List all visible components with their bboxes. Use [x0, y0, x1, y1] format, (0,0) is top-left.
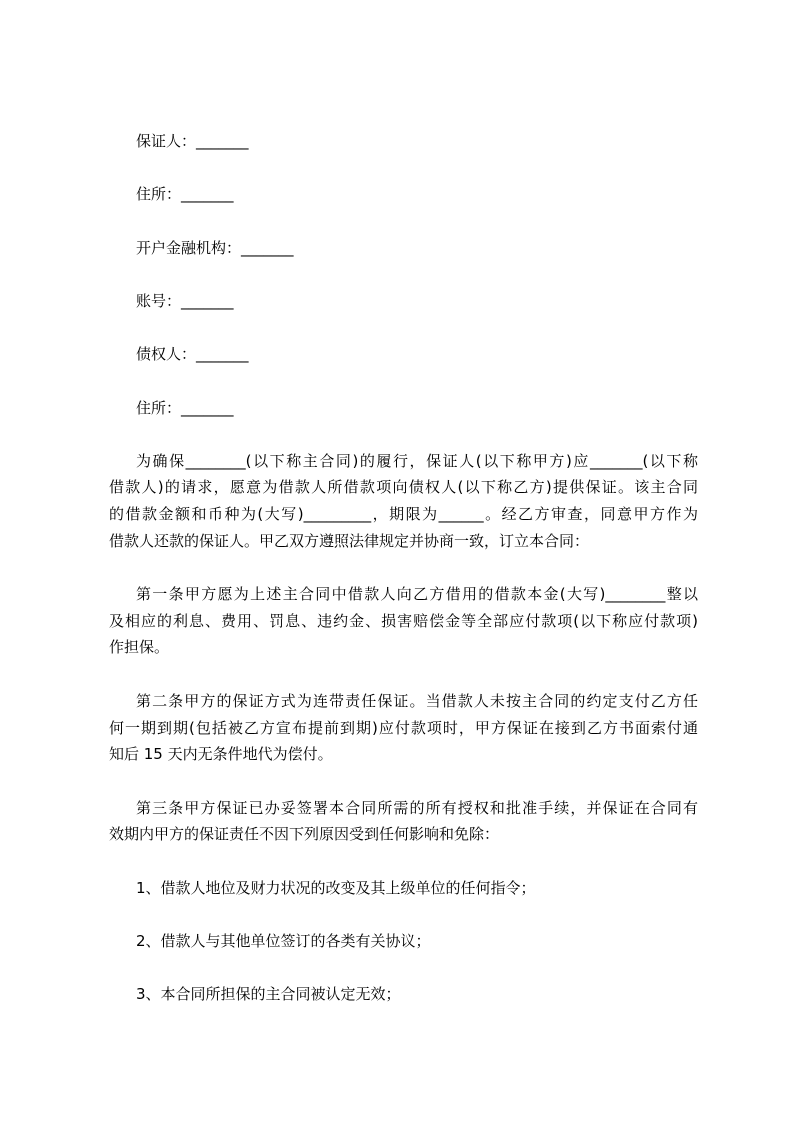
creditor-address-field: 住所：_______ [136, 399, 234, 417]
list-item: 3、本合同所担保的主合同被认定无效； [136, 985, 401, 1003]
paragraph-line: 效期内甲方的保证责任不因下列原因受到任何影响和免除： [109, 825, 500, 843]
paragraph-line: 及相应的利息、费用、罚息、违约金、损害赔偿金等全部应付款项(以下称应付款项) [109, 612, 698, 630]
paragraph-line: 借款人还款的保证人。甲乙双方遵照法律规定并协商一致，订立本合同： [109, 532, 590, 550]
paragraph-line: 知后 15 天内无条件地代为偿付。 [109, 745, 333, 763]
account-number-field: 账号：_______ [136, 292, 234, 310]
paragraph-line: 借款人)的请求，愿意为借款人所借款项向债权人(以下称乙方)提供保证。该主合同 [109, 478, 698, 496]
bank-institution-field: 开户金融机构：_______ [136, 239, 294, 257]
paragraph-line: 第一条甲方愿为上述主合同中借款人向乙方借用的借款本金(大写)________整以 [136, 585, 698, 603]
guarantor-field: 保证人：_______ [136, 132, 249, 150]
list-item: 1、借款人地位及财力状况的改变及其上级单位的任何指令； [136, 879, 536, 897]
guarantor-address-field: 住所：_______ [136, 185, 234, 203]
paragraph-line: 何一期到期(包括被乙方宣布提前到期)应付款项时，甲方保证在接到乙方书面索付通 [109, 719, 698, 737]
paragraph-line: 作担保。 [109, 638, 170, 656]
paragraph-line: 第三条甲方保证已办妥签署本合同所需的所有授权和批准手续，并保证在合同有 [136, 799, 698, 817]
paragraph-line: 为确保________(以下称主合同)的履行，保证人(以下称甲方)应_______(以下称 [136, 452, 698, 470]
list-item: 2、借款人与其他单位签订的各类有关协议； [136, 932, 431, 950]
creditor-field: 债权人：_______ [136, 345, 249, 363]
paragraph-line: 的借款金额和币种为(大写)_________，期限为______。经乙方审查，同意甲方作为 [109, 505, 698, 523]
paragraph-line: 第二条甲方的保证方式为连带责任保证。当借款人未按主合同的约定支付乙方任 [136, 692, 698, 710]
